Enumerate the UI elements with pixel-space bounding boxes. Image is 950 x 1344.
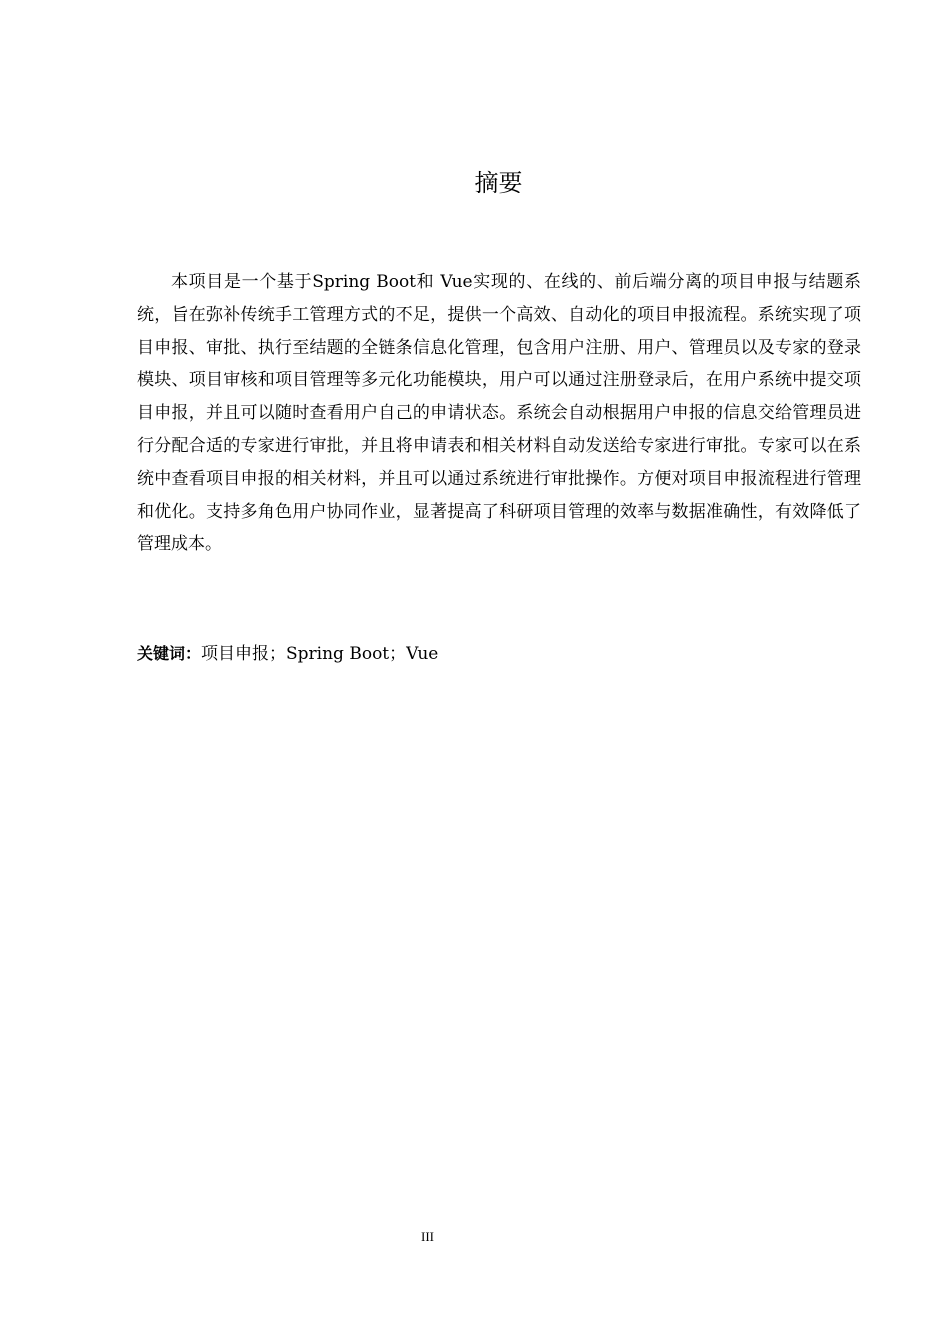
keywords-text: 项目申报；Spring Boot；Vue	[201, 644, 439, 664]
page-number: III	[421, 1229, 434, 1244]
keywords-label: 关键词：	[137, 644, 202, 663]
keywords-line	[137, 639, 861, 669]
abstract-paragraph: 本项目是一个基于Spring Boot和 Vue实现的、在线的、前后端分离的项目申报与结题系统，旨在弥补传统手工管理方式的不足，提供一个高效、自动化的项目申报流程。系统实现了项目申报、审批、执行至结题的全链条信息化管理，包含用户注册、用户、管理员以及专家的登录模块、项目审核和项目管理等多元化功能模块，用户可以通过注册登录后，在用户系统中提交项目申报，并且可以随时查看用户自己的申请状态。系统会自动根据用户申报的信息交给管理员进行分配合适的专家进行审批，并且将申请表和相关材料自动发送给专家进行审批。专家可以在系统中查看项目申报的相关材料，并且可以通过系统进行审批操作。方便对项目申报流程进行管理和优化。支持多角色用户协同作业，显著提高了科研项目管理的效率与数据准确性，有效降低了管理成本。	[137, 272, 861, 555]
page-title: 摘要	[474, 169, 523, 197]
